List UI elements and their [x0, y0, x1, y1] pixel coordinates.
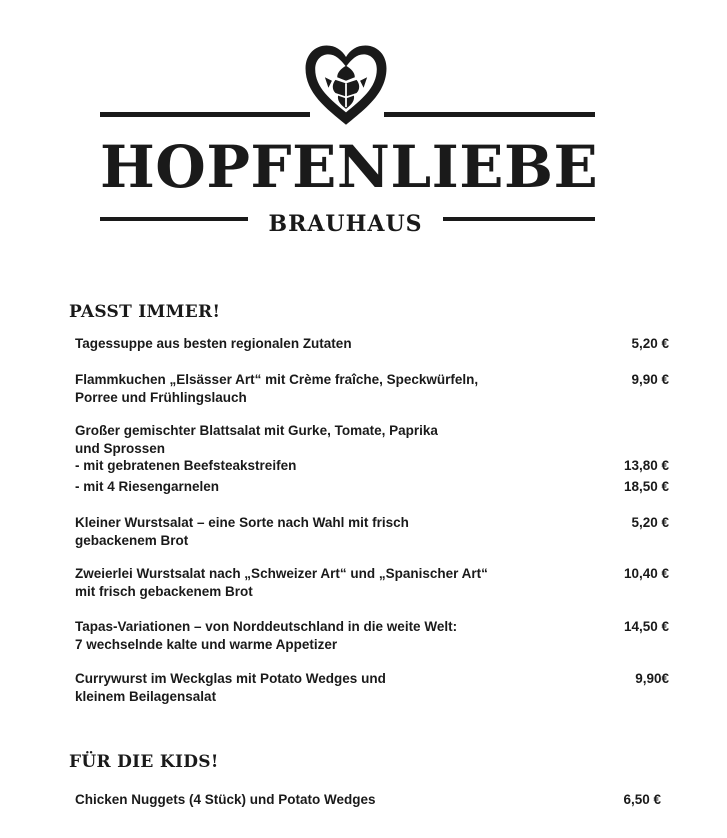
menu-line	[75, 514, 675, 532]
menu-line	[75, 440, 675, 458]
menu-item	[75, 335, 675, 353]
brand-subtitle: BRAUHAUS	[268, 211, 423, 237]
menu-line	[75, 583, 675, 601]
menu-item-text: und Sprossen	[75, 440, 166, 456]
menu-line	[75, 371, 675, 389]
menu-item	[75, 514, 675, 549]
logo-rule-top-left	[100, 112, 310, 117]
menu-item	[75, 670, 675, 705]
menu-item-price	[669, 440, 675, 458]
menu-line	[75, 791, 675, 809]
menu-item-text: Kleiner Wurstsalat – eine Sorte nach Wahl mit frisch	[75, 515, 409, 530]
menu-item	[75, 371, 675, 406]
menu-item-text: mit frisch gebackenem Brot	[75, 583, 253, 599]
menu-item-price	[669, 583, 675, 601]
logo-rule-bottom-left	[100, 217, 248, 221]
logo-rule-top-right	[384, 112, 595, 117]
menu-line	[75, 670, 675, 688]
menu-item	[75, 422, 675, 495]
menu-line	[75, 636, 675, 654]
menu-line	[75, 422, 675, 440]
menu-item	[75, 618, 675, 653]
hop-heart-icon	[302, 42, 390, 130]
menu-item-price: 13,80 €	[623, 458, 669, 473]
menu-item-text: gebackenem Brot	[75, 532, 189, 548]
menu-item-price: 18,50 €	[623, 478, 669, 494]
menu-item-price	[669, 532, 675, 550]
menu-item-price: 10,40 €	[623, 566, 669, 581]
menu-item-text: Zweierlei Wurstsalat nach „Schweizer Art“ und „Spanischer Art“	[75, 566, 488, 581]
menu-item	[75, 791, 675, 809]
menu-item-price	[669, 636, 675, 654]
menu-line	[75, 688, 675, 706]
menu-line	[75, 335, 675, 353]
menu-item-price: 9,90€	[635, 671, 669, 686]
menu-item-text: 7 wechselnde kalte und warme Appetizer	[75, 636, 338, 652]
menu-item-text: Chicken Nuggets (4 Stück) und Potato Wedges	[75, 792, 376, 807]
section-heading: PASST IMMER!	[69, 302, 221, 322]
menu-item-text: Tapas-Variationen – von Norddeutschland in die weite Welt:	[75, 619, 458, 634]
menu-item-text: Großer gemischter Blattsalat mit Gurke, Tomate, Paprika	[75, 423, 438, 438]
menu-item-text: Tagessuppe aus besten regionalen Zutaten	[75, 336, 352, 351]
menu-item-price: 14,50 €	[623, 619, 669, 634]
menu-item-text: Currywurst im Weckglas mit Potato Wedges und	[75, 671, 386, 686]
menu-item-text: - mit gebratenen Beefsteakstreifen	[75, 458, 297, 473]
menu-item-text: Flammkuchen „Elsässer Art“ mit Crème fraîche, Speckwürfeln,	[75, 372, 479, 387]
logo-rule-bottom-right	[443, 217, 595, 221]
menu-line	[75, 565, 675, 583]
menu-item-price	[669, 422, 675, 440]
menu-item	[75, 565, 675, 600]
menu-item-price	[669, 688, 675, 706]
menu-item-price: 6,50 €	[623, 792, 661, 807]
menu-item-text: - mit 4 Riesengarnelen	[75, 478, 220, 494]
brand-name: HOPFENLIEBE	[100, 133, 599, 201]
menu-item-price: 5,20 €	[631, 336, 669, 351]
menu-line	[75, 457, 675, 475]
menu-item-text: Porree und Frühlingslauch	[75, 389, 247, 405]
menu-item-price: 9,90 €	[631, 372, 669, 387]
menu-item-price	[669, 389, 675, 407]
menu-line	[75, 389, 675, 407]
menu-line	[75, 532, 675, 550]
menu-item-price: 5,20 €	[631, 515, 669, 530]
menu-item-text: kleinem Beilagensalat	[75, 688, 217, 704]
menu-line	[75, 618, 675, 636]
section-heading: FÜR DIE KIDS!	[69, 752, 219, 772]
menu-line	[75, 478, 675, 496]
